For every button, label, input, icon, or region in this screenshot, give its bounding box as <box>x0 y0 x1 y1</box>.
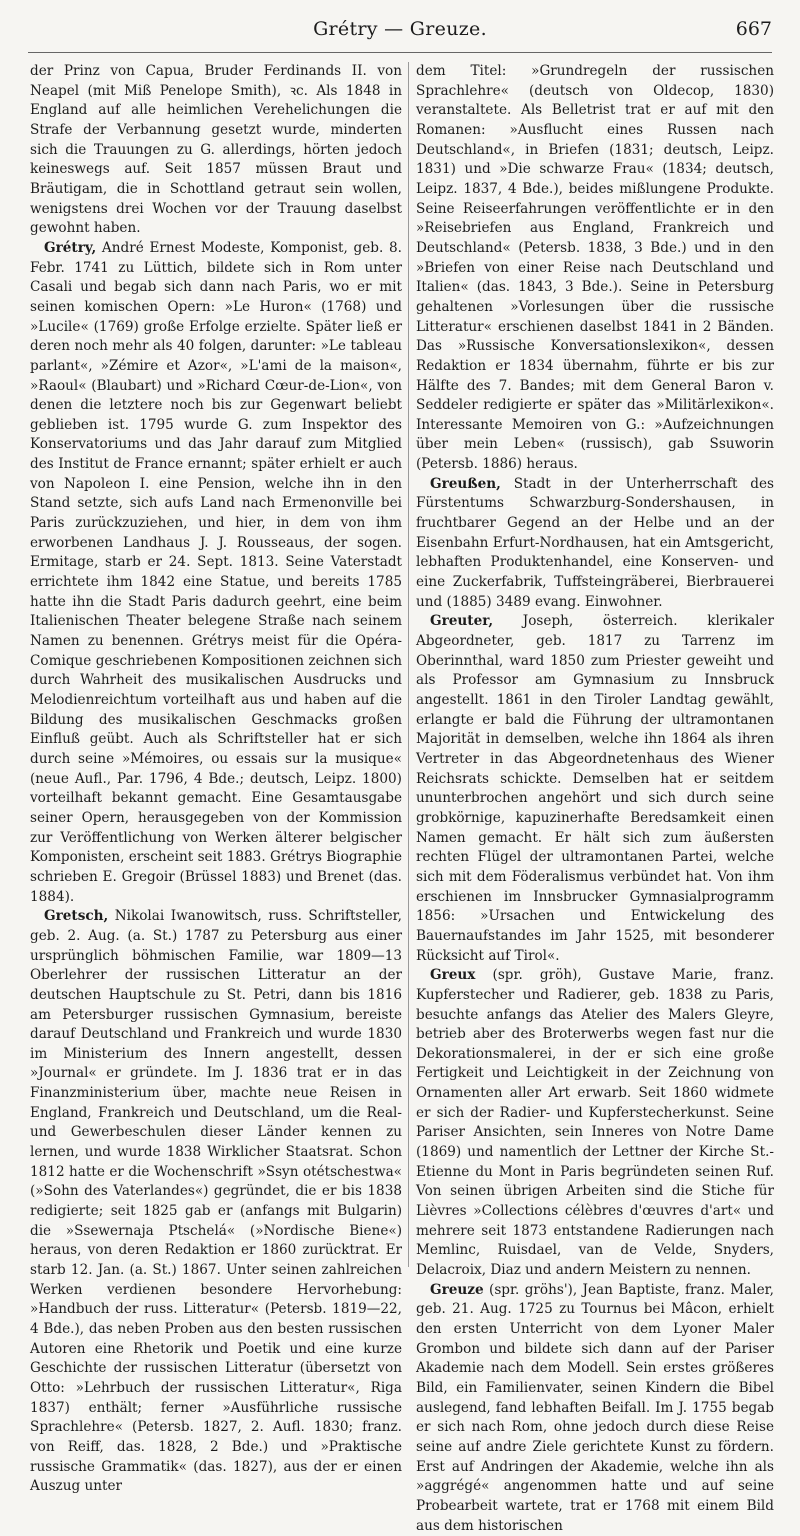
entry-headword: Greuze <box>430 1281 484 1298</box>
entry-text: (spr. gröh), Gustave Marie, franz. Kupferstecher und Radierer, geb. 1838 zu Paris, besuchte anfangs das Atelier des Malers Gleyre, betrieb aber des Broterwerbs wegen fast nur die Dekorationsmalerei, in der er sich eine große Fertigkeit und Leichtigkeit in der Zeichnung von Ornamenten aller Art erwarb. Seit 1860 widmete er sich der Radier- und Kupferstecherkunst. Seine Pariser Ansichten, sein Inneres von Notre Dame (1869) und namentlich der Lettner der Kirche St.-Etienne du Mont in Paris begründeten seinen Ruf. Von seinen übrigen Arbeiten sind die Stiche für Lièvres »Collections célèbres d'œuvres d'art« und mehrere seit 1873 entstandene Radierungen nach Memlinc, Ruisdael, van de Velde, Snyders, Delacroix, Diaz und andern Meistern zu nennen. <box>416 967 774 1279</box>
entry-text: Nikolai Iwanowitsch, russ. Schriftsteller, geb. 2. Aug. (a. St.) 1787 zu Petersburg aus einer ursprünglich böhmischen Familie, war 1809—13 Oberlehrer der russischen Litteratur an der deutschen Hauptschule zu St. Petri, dann bis 1816 am Petersburger russischen Gymnasium, bereiste darauf Deutschland und Frankreich und wurde 1830 im Ministerium des Innern angestellt, dessen »Journal« er gründete. Im J. 1836 trat er in das Finanzministerium über, machte neue Reisen in England, Frankreich und Deutschland, um die Real- und Gewerbeschulen dieser Länder kennen zu lernen, und wurde 1838 Wirklicher Staatsrat. Schon 1812 hatte er die Wochenschrift »Ssyn otétschestwa« (»Sohn des Vaterlandes«) gegründet, die er bis 1838 redigierte; seit 1825 gab er (anfangs mit Bulgarin) die »Ssewernaja Ptschelá« (»Nordische Biene«) heraus, von deren Redaktion er 1860 zurücktrat. Er starb 12. Jan. (a. St.) 1867. Unter seinen zahlreichen Werken verdienen besondere Hervorhebung: »Handbuch der russ. Litteratur« (Petersb. 1819—22, 4 Bde.), das neben Proben aus den besten russischen Autoren eine Rhetorik und Poetik und eine kurze Geschichte der russischen Litteratur (übersetzt von Otto: »Lehrbuch der russischen Litteratur«, Riga 1837) enthält; ferner »Ausführliche russische Sprachlehre« (Petersb. 1827, 2. Aufl. 1830; franz. von Reiff, das. 1828, 2 Bde.) und »Praktische russische Grammatik« (das. 1827), aus der er einen Auszug unter <box>30 908 402 1495</box>
entry-continuation-capua <box>30 62 402 239</box>
entry-headword: Greußen, <box>430 475 501 492</box>
entry-text: (spr. gröhs'), Jean Baptiste, franz. Maler, geb. 21. Aug. 1725 zu Tournus bei Mâcon, erhielt den ersten Unterricht von dem Lyoner Maler Grombon und bildete sich dann auf der Pariser Akademie nach dem Modell. Sein erstes größeres Bild, ein Familienvater, seinen Kindern die Bibel auslegend, fand lebhaften Beifall. Im J. 1755 begab er sich nach Rom, ohne jedoch durch diese Reise seine auf andre Ziele gerichtete Kunst zu fördern. Erst auf Andringen der Akademie, welche ihn als »aggrégé« angenommen hatte und auf seine Probearbeit wartete, trat er 1768 mit einem Bild aus dem historischen <box>416 1281 774 1534</box>
entry-greuze <box>416 1281 774 1536</box>
entry-text: der Prinz von Capua, Bruder Ferdinands II. von Neapel (mit Miß Penelope Smith), ꝛc. Als 1848 in England auf alle heimlichen Verehelichungen die Strafe der Verbannung gesetzt wurde, minderten sich die Trauungen zu G. allerdings, hörten jedoch keineswegs auf. Seit 1857 müssen Braut und Bräutigam, die in Schottland getraut sein wollen, wenigstens drei Wochen vor der Trauung daselbst gewohnt haben. <box>30 63 402 237</box>
entry-greuter <box>416 612 774 966</box>
left-column <box>30 62 402 1495</box>
entry-text: Stadt in der Unterherrschaft des Fürstentums Schwarzburg-Sondershausen, in fruchtbarer Gegend an der Helbe und an der Eisenbahn Erfurt-Nordhausen, hat ein Amtsgericht, lebhaften Produktenhandel, eine Konserven- und eine Zuckerfabrik, Tuffsteingräberei, Bierbrauerei und (1885) 3489 evang. Einwohner. <box>416 475 774 610</box>
page-title: Grétry — Greuze. <box>313 18 487 40</box>
entry-continuation-gretsch <box>416 62 774 475</box>
entry-greussen <box>416 475 774 613</box>
column-divider <box>408 62 409 1267</box>
entry-headword: Grétry, <box>44 239 97 256</box>
entry-headword: Greux <box>430 967 476 984</box>
entry-greux <box>416 966 774 1281</box>
entry-text: dem Titel: »Grundregeln der russischen Sprachlehre« (deutsch von Oldecop, 1830) veranstaltete. Als Belletrist trat er auf mit den Romanen: »Ausflucht eines Russen nach Deutschland«, in Briefen (1831; deutsch, Leipz. 1831) und »Die schwarze Frau« (1834; deutsch, Leipz. 1837, 4 Bde.), beides mißlungene Produkte. Seine Reiseerfahrungen veröffentlichte er in den »Reisebriefen aus England, Frankreich und Deutschland« (Petersb. 1838, 3 Bde.) und in den »Briefen von einer Reise nach Deutschland und Italien« (das. 1843, 3 Bde.). Seine in Petersburg gehaltenen »Vorlesungen über die russische Litteratur« erschienen daselbst 1841 in 2 Bänden. Das »Russische Konversationslexikon«, dessen Redaktion er 1834 übernahm, führte er bis zur Hälfte des 7. Bandes; mit dem General Baron v. Seddeler redigierte er später das »Militärlexikon«. Interessante Memoiren von G.: »Aufzeichnungen über mein Leben« (russisch), gab Ssuworin (Petersb. 1886) heraus. <box>416 63 774 473</box>
entry-gretsch <box>30 907 402 1497</box>
page-number: 667 <box>735 18 772 40</box>
right-column <box>416 62 774 1534</box>
entry-headword: Greuter, <box>430 613 494 630</box>
header-rule <box>28 52 772 53</box>
entry-text: André Ernest Modeste, Komponist, geb. 8. Febr. 1741 zu Lüttich, bildete sich in Rom unter Casali und begab sich dann nach Paris, wo er mit seinen komischen Opern: »Le Huron« (1768) und »Lucile« (1769) große Erfolge erzielte. Später ließ er deren noch mehr als 40 folgen, darunter: »Le tableau parlant«, »Zémire et Azor«, »L'ami de la maison«, »Raoul« (Blaubart) und »Richard Cœur-de-Lion«, von denen die letztere noch bis zur Gegenwart beliebt geblieben ist. 1795 wurde G. zum Inspektor des Konservatoriums und das Jahr darauf zum Mitglied des Institut de France ernannt; später erhielt er auch von Napoleon I. eine Pension, welche ihn in den Stand setzte, sich aufs Land nach Ermenonville bei Paris zurückzuziehen, und hier, in dem von ihm erworbenen Landhaus J. J. Rousseaus, der sogen. Ermitage, starb er 24. Sept. 1813. Seine Vaterstadt errichtete ihm 1842 eine Statue, und bereits 1785 hatte ihn die Stadt Paris dadurch geehrt, eine beim Italienischen Theater belegene Straße nach seinem Namen zu benennen. Grétrys meist für die Opéra-Comique geschriebenen Kompositionen zeichnen sich durch Wahrheit des musikalischen Ausdrucks und Melodienreichtum vorteilhaft aus und haben auf die Bildung des musikalischen Geschmacks großen Einfluß geübt. Auch als Schriftsteller hat er sich durch seine »Mémoires, ou essais sur la musique« (neue Aufl., Par. 1796, 4 Bde.; deutsch, Leipz. 1800) vorteilhaft bekannt gemacht. Eine Gesamtausgabe seiner Opern, herausgegeben von der Kommission zur Veröffentlichung von Werken älterer belgischer Komponisten, erscheint seit 1883. Grétrys Biographie schrieben E. Gregoir (Brüssel 1883) und Brenet (das. 1884). <box>30 239 402 905</box>
running-header <box>28 18 772 48</box>
entry-headword: Gretsch, <box>44 908 109 925</box>
entry-gretry <box>30 239 402 907</box>
entry-text: Joseph, österreich. klerikaler Abgeordneter, geb. 1817 zu Tarrenz im Oberinnthal, ward 1850 zum Priester geweiht und als Professor am Gymnasium zu Innsbruck angestellt. 1861 in den Tiroler Landtag gewählt, erlangte er bald die Führung der ultramontanen Majorität in demselben, welche ihn 1864 als ihren Vertreter in das Abgeordnetenhaus des Wiener Reichsrats schickte. Demselben hat er seitdem ununterbrochen angehört und sich durch seine grobkörnige, kapuzinerhafte Beredsamkeit einen Namen gemacht. Er hält sich zum äußersten rechten Flügel der ultramontanen Partei, welche sich mit dem Föderalismus verbündet hat. Von ihm erschienen im Innsbrucker Gymnasialprogramm 1856: »Ursachen und Entwickelung des Bauernaufstandes im Jahr 1525, mit besonderer Rücksicht auf Tirol«. <box>416 613 774 964</box>
